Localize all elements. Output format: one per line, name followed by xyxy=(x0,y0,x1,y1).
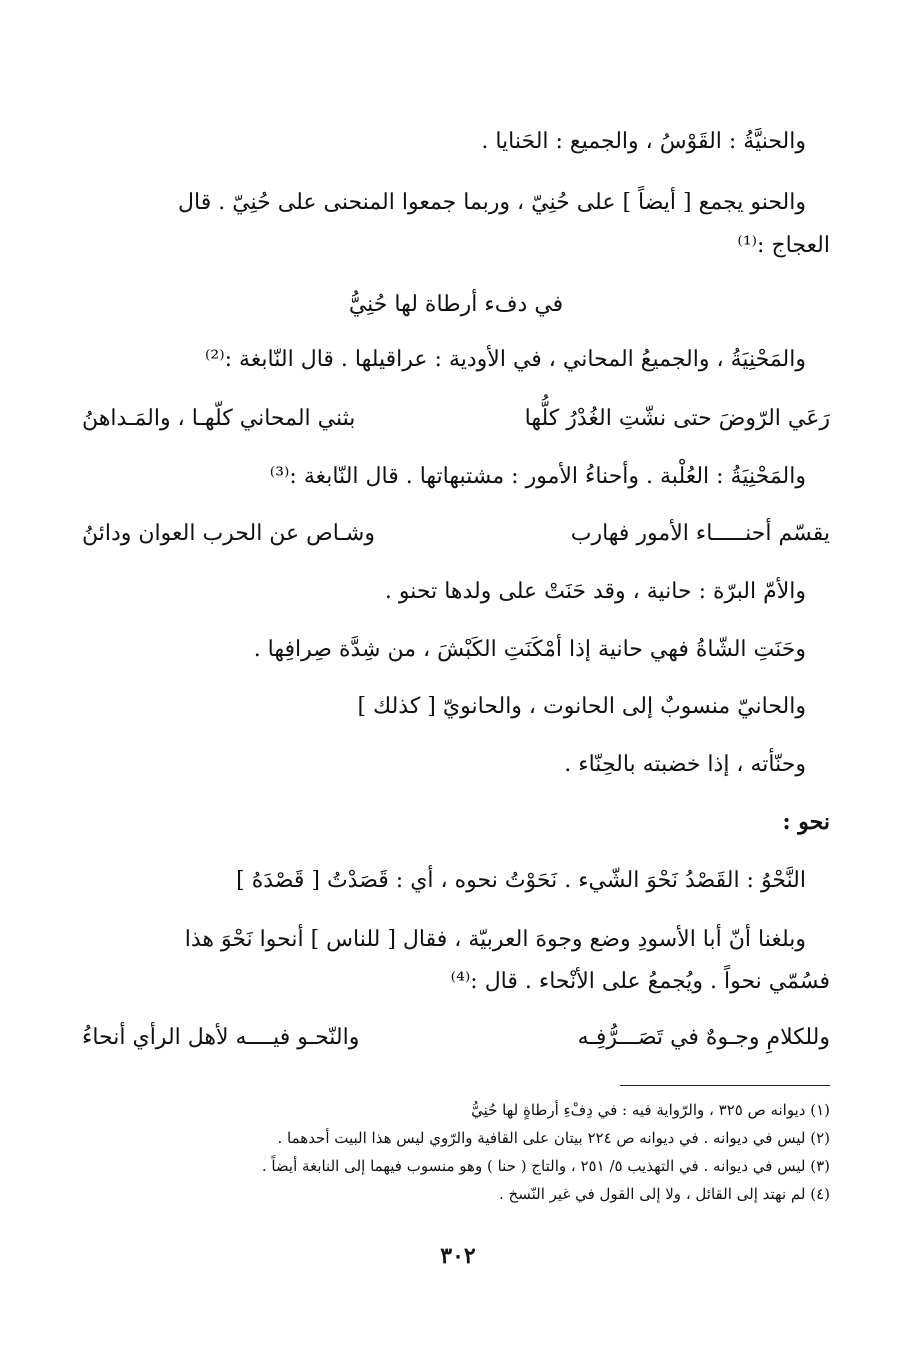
footnote-separator xyxy=(620,1085,830,1086)
text-line: فسُمّي نحواً . ويُجمعُ على الأنْحاء . قال :⁽⁴⁾ xyxy=(450,969,830,994)
text-line: والحانيّ منسوبٌ إلى الحانوت ، والحانويّ [ كذلك ] xyxy=(357,694,806,719)
text-line: العجاج :⁽¹⁾ xyxy=(737,233,830,258)
text-line: وحنّأته ، إذا خضبته بالحِنّاء . xyxy=(564,752,806,777)
footnote: (٢) ليس في ديوانه . في ديوانه ص ٢٢٤ بيتان على القافية والرّوي ليس هذا البيت أحدهما . xyxy=(277,1129,830,1147)
verse-hemistich-second: والنّحـو فيــــه لأهل الرأي أنحاءُ xyxy=(82,1025,360,1050)
text-line: والأمّ البرّة : حانية ، وقد حَنَتْ على ولدها تحنو . xyxy=(384,579,806,604)
text-line: وبلغنا أنّ أبا الأسودِ وضع وجوهَ العربيّة ، فقال [ للناس ] أنحوا نَحْوَ هذا xyxy=(184,927,806,952)
verse-hemistich-first: رَعَي الرّوضَ حتى نشّتِ الغُدْرُ كلُّها xyxy=(524,406,830,431)
verse-hemistich-second: وشـاص عن الحرب العوان ودائنُ xyxy=(82,521,375,546)
text-line: والمَحْنِيَةُ : العُلْبة . وأحناءُ الأمور : مشتبهاتها . قال النّابغة :⁽³⁾ xyxy=(269,464,806,489)
text-line: والحنيَّةُ : القَوْسُ ، والجميع : الحَنايا . xyxy=(481,129,806,154)
text-line: وحَنَتِ الشّاةُ فهي حانية إذا أمْكَنَتِ الكَبْشَ ، من شِدَّة صِرافِها . xyxy=(253,637,806,662)
text-line: النَّحْوُ : القَصْدُ نَحْوَ الشّيء . نَحَوْتُ نحوه ، أي : قَصَدْتُ [ قَصْدَهُ ] xyxy=(236,868,806,893)
page-number: ٣٠٢ xyxy=(440,1243,476,1269)
footnote: (٤) لم نهتد إلى القائل ، ولا إلى القول في غير النّسخ . xyxy=(499,1185,830,1203)
verse-hemistich-first: يقسّم أحنـــــاء الأمور فهارب xyxy=(570,521,830,546)
footnote: (٣) ليس في ديوانه . في التهذيب ٥/ ٢٥١ ، والتاج ( حنا ) وهو منسوب فيهما إلى النابغة أيضاً . xyxy=(261,1157,830,1175)
footnote: (١) ديوانه ص ٣٢٥ ، والرّواية فيه : في دِفْءِ أرطاةٍ لها حُنِيُّ xyxy=(471,1101,830,1119)
verse-line: في دفء أرطاة لها حُنِيُّ xyxy=(348,292,564,317)
text-line: والحنو يجمع [ أيضاً ] على حُنِيّ ، وربما جمعوا المنحنى على حُنِيّ . قال xyxy=(178,190,806,215)
section-heading: نحو : xyxy=(782,809,830,835)
verse-hemistich-second: بثني المحاني كلّهـا ، والمَـداهنُ xyxy=(82,406,356,431)
verse-hemistich-first: وللكلامِ وجـوهٌ في تَصَـــرُّفِـه xyxy=(577,1025,830,1050)
text-line: والمَحْنِيَةُ ، والجميعُ المحاني ، في الأودية : عراقيلها . قال النّابغة :⁽²⁾ xyxy=(204,347,806,372)
